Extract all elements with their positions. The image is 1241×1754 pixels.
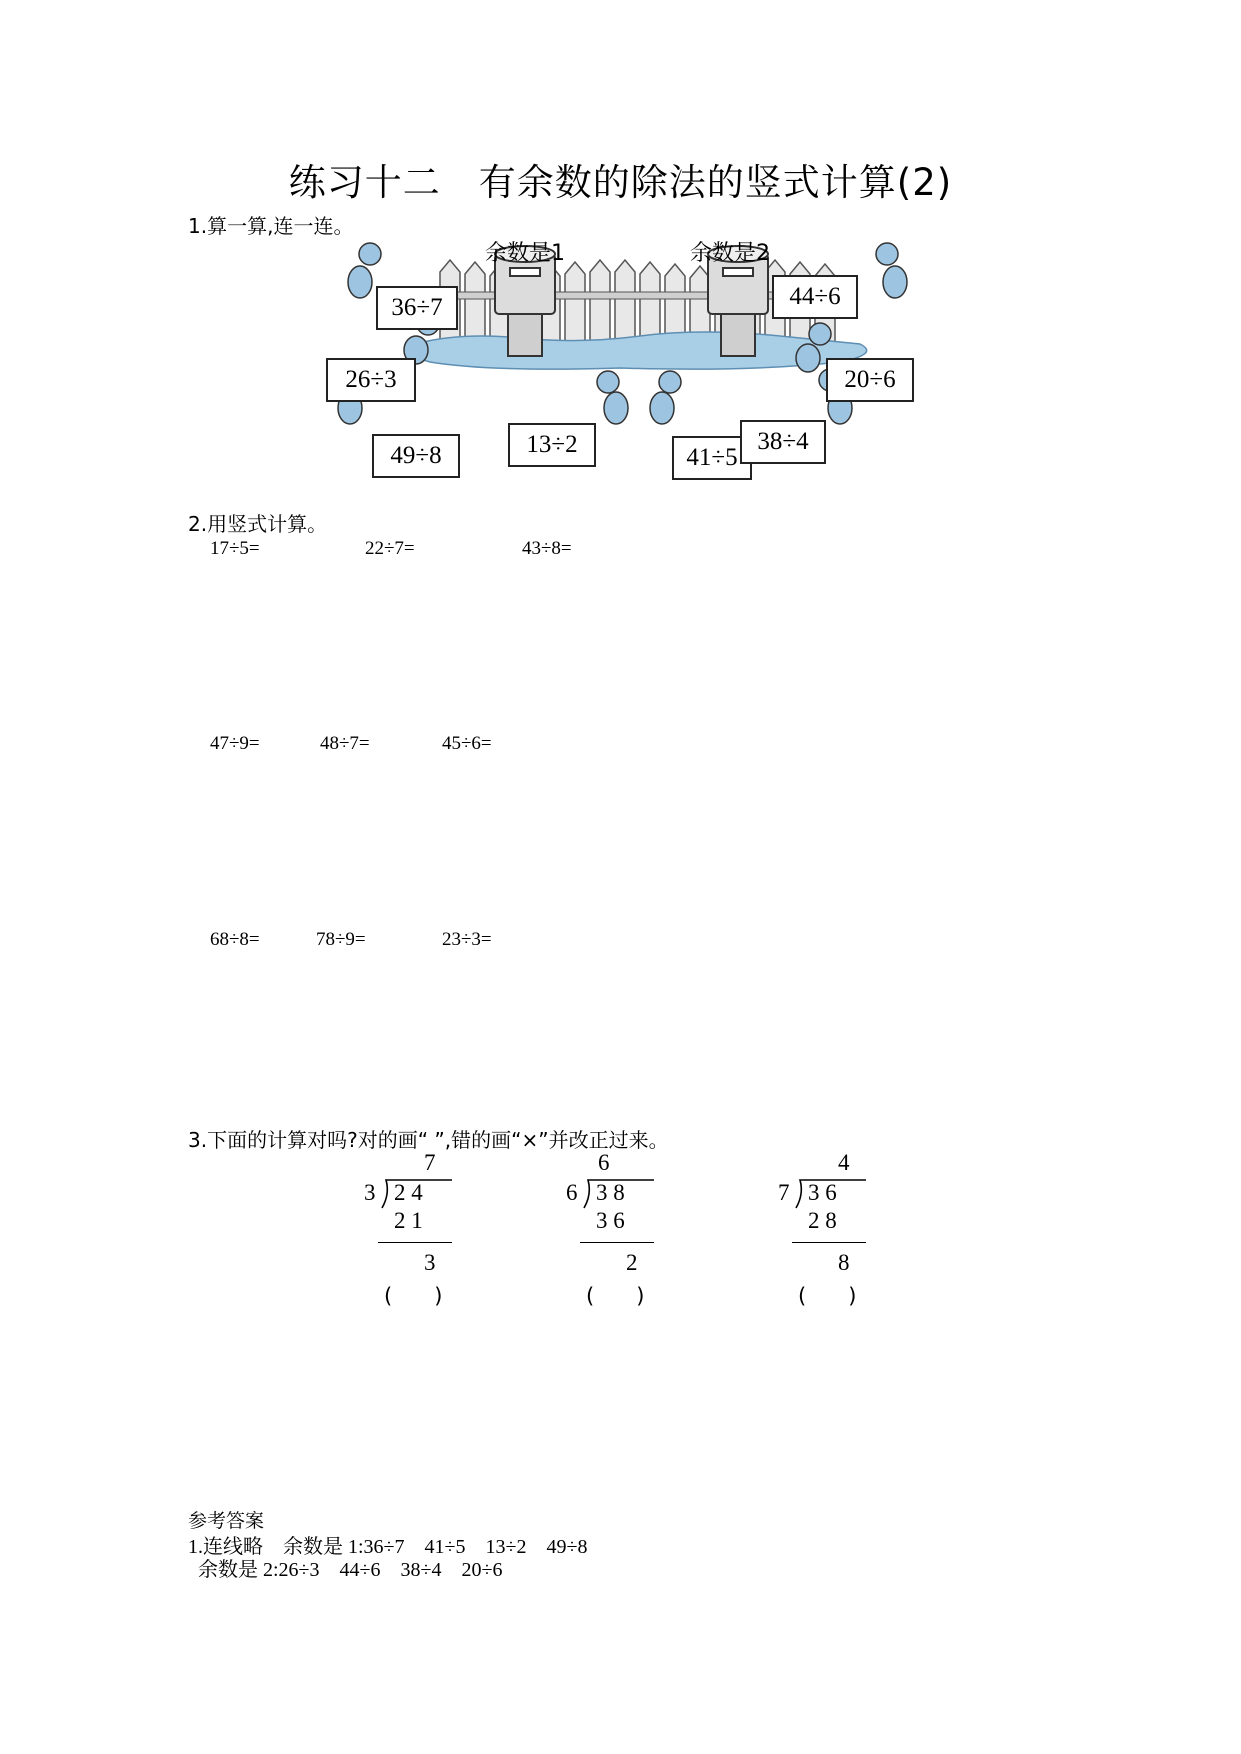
long-division-problem: [360, 1150, 460, 1308]
subtraction-line: [378, 1242, 452, 1243]
exercise-expression: 47÷9=: [210, 733, 260, 754]
exercise-expression: 45÷6=: [442, 733, 492, 754]
dividend: 2 4: [394, 1180, 423, 1205]
exercise-expression: 23÷3=: [442, 929, 492, 950]
answers-heading: 参考答案: [188, 1510, 265, 1532]
exercise-expression: 17÷5=: [210, 538, 260, 559]
question-3-label: 3.下面的计算对吗?对的画“ ”,错的画“×”并改正过来。: [188, 1128, 669, 1152]
answer-parentheses[interactable]: ( ): [586, 1284, 645, 1308]
division-card[interactable]: 41÷5: [672, 436, 752, 480]
divisor: 7: [778, 1180, 790, 1205]
division-card[interactable]: 36÷7: [376, 286, 458, 330]
quotient: 7: [424, 1150, 436, 1175]
division-card[interactable]: 49÷8: [372, 434, 460, 478]
exercise-expression: 78÷9=: [316, 929, 366, 950]
product: 3 6: [596, 1208, 625, 1233]
subtraction-line: [580, 1242, 654, 1243]
division-card[interactable]: 38÷4: [740, 420, 826, 464]
division-card[interactable]: 26÷3: [326, 358, 416, 402]
exercise-expression: 43÷8=: [522, 538, 572, 559]
answer-parentheses[interactable]: ( ): [798, 1284, 857, 1308]
question-1-label: 1.算一算,连一连。: [188, 214, 354, 238]
mailbox-label-remainder-2: 余数是2: [690, 241, 770, 266]
long-division-problem: [774, 1150, 874, 1308]
answer-parentheses[interactable]: ( ): [384, 1284, 443, 1308]
product: 2 1: [394, 1208, 423, 1233]
division-card[interactable]: 13÷2: [508, 423, 596, 467]
divisor: 6: [566, 1180, 578, 1205]
page-title: 练习十二 有余数的除法的竖式计算(2): [288, 161, 953, 204]
answer-line-1: 1.连线略 余数是 1:36÷7 41÷5 13÷2 49÷8: [188, 1536, 588, 1558]
remainder: 2: [626, 1250, 638, 1275]
dividend: 3 8: [596, 1180, 625, 1205]
exercise-expression: 48÷7=: [320, 733, 370, 754]
quotient: 6: [598, 1150, 610, 1175]
dividend: 3 6: [808, 1180, 837, 1205]
division-card[interactable]: 44÷6: [772, 275, 858, 319]
division-card[interactable]: 20÷6: [826, 358, 914, 402]
quotient: 4: [838, 1150, 850, 1175]
answer-line-2: 余数是 2:26÷3 44÷6 38÷4 20÷6: [198, 1559, 503, 1581]
exercise-expression: 22÷7=: [365, 538, 415, 559]
long-division-problem: [562, 1150, 662, 1308]
remainder: 3: [424, 1250, 436, 1275]
product: 2 8: [808, 1208, 837, 1233]
divisor: 3: [364, 1180, 376, 1205]
exercise-expression: 68÷8=: [210, 929, 260, 950]
subtraction-line: [792, 1242, 866, 1243]
mailbox-label-remainder-1: 余数是1: [485, 241, 565, 266]
question-2-label: 2.用竖式计算。: [188, 512, 328, 536]
remainder: 8: [838, 1250, 850, 1275]
